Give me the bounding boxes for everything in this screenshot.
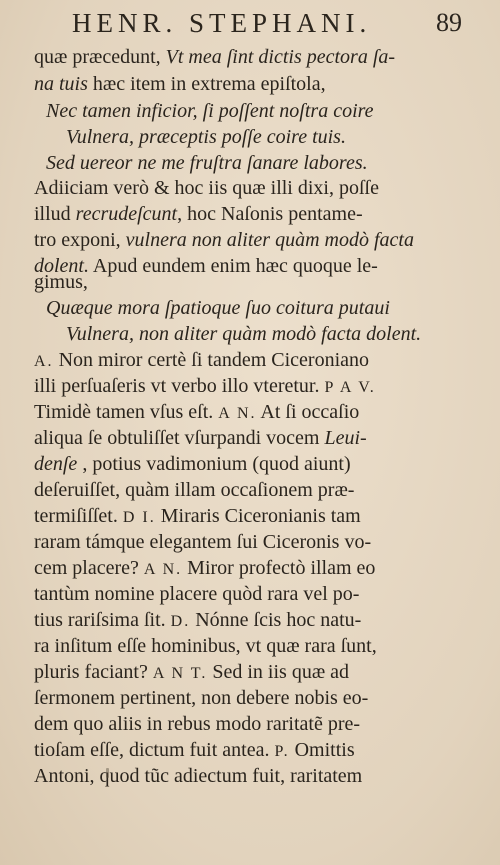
text-line [46, 296, 390, 320]
text-line [34, 660, 349, 686]
text-line [34, 72, 326, 96]
roman-text: cem placere? [34, 557, 144, 579]
text-line [34, 686, 368, 710]
roman-text: Non miror certè ſi tandem Ciceroniano [53, 349, 370, 371]
roman-text: termiſiſſet. [34, 505, 123, 527]
text-line [34, 400, 359, 426]
roman-text: Nónne ſcis hoc natu- [190, 609, 362, 631]
speaker-mark: A. [34, 353, 54, 370]
text-line [46, 151, 368, 175]
speaker-mark: D. [170, 613, 191, 630]
text-line [34, 608, 361, 634]
text-line [34, 228, 414, 252]
roman-text: Timidè tamen vſus eſt. [34, 401, 219, 423]
italic-text: dolent. [34, 255, 89, 277]
italic-text: Vulnera, non aliter quàm modò facta dolent. [66, 323, 422, 345]
speaker-mark: P. [274, 743, 290, 760]
roman-text: Apud eundem enim hæc quoque le- [89, 255, 378, 277]
text-line [34, 712, 360, 736]
italic-text: Leui- [324, 427, 367, 449]
italic-text: Vulnera, præceptis poſſe coire tuis. [66, 126, 346, 148]
text-line [34, 530, 371, 554]
ink-speck [106, 768, 109, 778]
text-line [34, 270, 88, 294]
text-line [34, 478, 354, 502]
roman-text: Adiiciam verò & hoc iis quæ illi dixi, poſſe [34, 177, 379, 199]
text-line [66, 125, 346, 149]
roman-text: tius rariſsima ſit. [34, 609, 171, 631]
roman-text: , hoc Naſonis pentame- [177, 203, 363, 225]
text-line [34, 176, 379, 200]
running-head-title: HENR. STEPHANI. [72, 8, 372, 38]
roman-text: ſermonem pertinent, non debere nobis eo- [34, 687, 369, 709]
roman-text: tro exponi, [34, 229, 126, 251]
running-head [62, 6, 462, 44]
roman-text: Sed in iis quæ ad [207, 661, 350, 683]
text-line [34, 452, 351, 476]
text-line [34, 374, 376, 400]
italic-text: Vt mea ſint dictis pectora ſa- [165, 46, 396, 68]
text-line [34, 426, 367, 450]
roman-text: illud [34, 203, 76, 225]
text-line [46, 99, 374, 123]
roman-text: raram támque elegantem ſui Ciceronis vo- [34, 531, 372, 553]
speaker-mark: A N. [218, 405, 257, 422]
roman-text: Omittis [289, 739, 355, 761]
roman-text: At ſi occaſio [256, 401, 360, 423]
roman-text: dem quo aliis in rebus modo raritatẽ pre- [34, 713, 361, 735]
speaker-mark: D I. [122, 509, 156, 526]
roman-text: , potius vadimonium (quod aiunt) [77, 453, 351, 475]
roman-text: aliqua ſe obtuliſſet vſurpandi vocem [34, 427, 325, 449]
italic-text: Nec tamen inficior, ſi poſſent noſtra coire [46, 100, 374, 122]
text-line [34, 202, 363, 226]
text-line [34, 556, 375, 582]
speaker-mark: A N. [143, 561, 183, 578]
text-line [34, 738, 355, 764]
italic-text: denſe [34, 453, 78, 475]
roman-text: illi perſuaſeris vt verbo illo vteretur. [34, 375, 325, 397]
speaker-mark: P A V. [324, 379, 376, 396]
italic-text: na tuis [34, 73, 93, 95]
text-line [34, 348, 369, 374]
roman-text: ra inſitum eſſe hominibus, vt quæ rara ſunt, [34, 635, 377, 657]
page-number: 89 [436, 8, 462, 37]
roman-text: hæc item in extrema epiſtola, [92, 73, 326, 95]
italic-text: Sed uereor ne me fruſtra ſanare labores. [46, 152, 368, 174]
text-line [34, 582, 359, 606]
roman-text: Miraris Ciceronianis tam [155, 505, 361, 527]
roman-text: deſeruiſſet, quàm illam occaſionem præ- [34, 479, 355, 501]
text-line [66, 322, 421, 346]
text-line [34, 504, 361, 530]
roman-text: pluris faciant? [34, 661, 153, 683]
roman-text: tantùm nomine placere quòd rara vel po- [34, 583, 360, 605]
roman-text: quæ præcedunt, [34, 46, 166, 68]
speaker-mark: A N T. [152, 665, 208, 682]
text-line [34, 45, 395, 69]
italic-text: recrudeſcunt [75, 203, 178, 225]
italic-text: vulnera non aliter quàm modò facta [125, 229, 414, 251]
roman-text: Antoni, quod tũc adiectum fuit, raritatem [34, 765, 363, 787]
roman-text: tioſam eſſe, dictum fuit antea. [34, 739, 275, 761]
roman-text: Miror profectò illam eo [182, 557, 376, 579]
text-line [34, 634, 377, 658]
italic-text: Quæque mora ſpatioque ſuo coitura putaui [46, 297, 390, 319]
text-line [34, 764, 362, 788]
roman-text: gimus, [34, 271, 88, 293]
